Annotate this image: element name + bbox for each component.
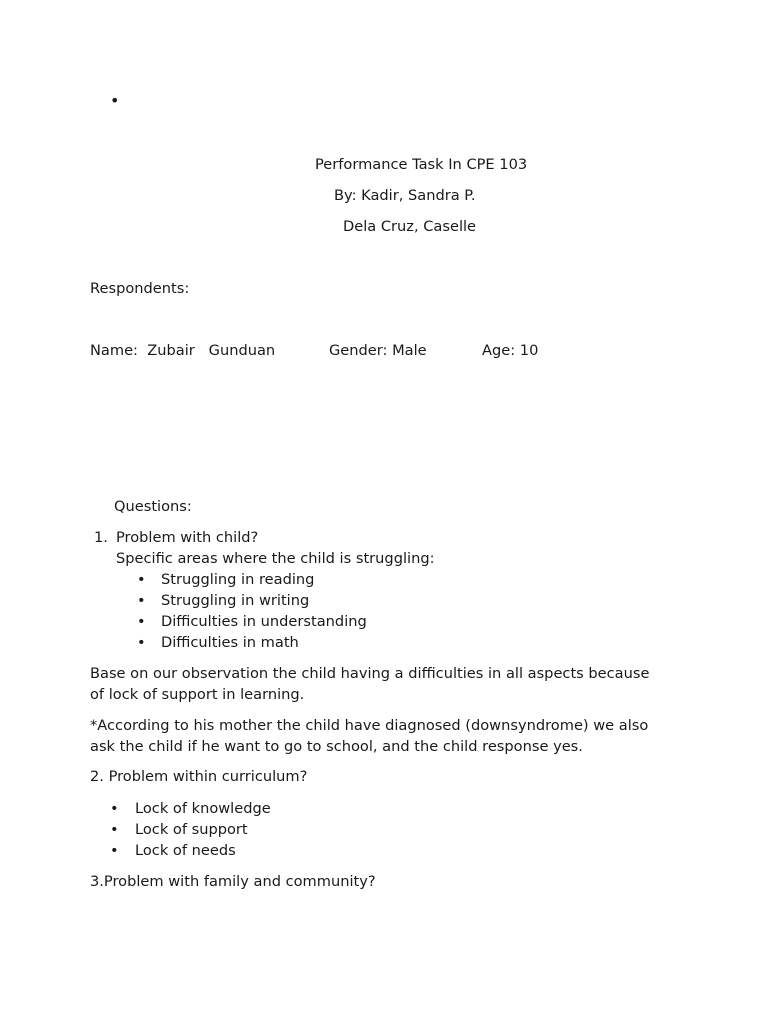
list-item: Lock of support	[135, 821, 248, 838]
author-line: By: Kadir, Sandra P.	[334, 187, 476, 204]
respondent-age: Age: 10	[482, 342, 539, 359]
list-item: Lock of knowledge	[135, 800, 271, 817]
questions-label: Questions:	[114, 498, 192, 515]
q1-text: Problem with child?	[116, 529, 259, 546]
bullet-icon: •	[110, 842, 119, 859]
list-item: Struggling in writing	[161, 592, 310, 609]
respondent-name: Name: Zubair Gunduan	[90, 342, 276, 359]
q1-intro: Specific areas where the child is struggling:	[116, 550, 435, 567]
note-line-1: *According to his mother the child have diagnosed (downsyndrome) we also	[90, 717, 649, 734]
q1-number: 1.	[94, 529, 108, 546]
list-item: Lock of needs	[135, 842, 236, 859]
bullet-icon: •	[137, 613, 146, 630]
bullet-icon: •	[110, 821, 119, 838]
document-title: Performance Task In CPE 103	[315, 156, 528, 173]
respondents-label: Respondents:	[90, 280, 190, 297]
observation-line-2: of lock of support in learning.	[90, 686, 305, 703]
stray-bullet: •	[110, 91, 120, 110]
list-item: Difficulties in understanding	[161, 613, 367, 630]
observation-line-1: Base on our observation the child having a difficulties in all aspects because	[90, 665, 650, 682]
bullet-icon: •	[137, 634, 146, 651]
bullet-icon: •	[137, 571, 146, 588]
list-item: Struggling in reading	[161, 571, 315, 588]
bullet-icon: •	[110, 800, 119, 817]
second-author: Dela Cruz, Caselle	[343, 218, 477, 235]
q2-text: 2. Problem within curriculum?	[90, 768, 308, 785]
bullet-icon: •	[137, 592, 146, 609]
respondent-gender: Gender: Male	[329, 342, 427, 359]
q3-text: 3.Problem with family and community?	[90, 873, 376, 890]
note-line-2: ask the child if he want to go to school, and the child response yes.	[90, 738, 583, 755]
list-item: Difficulties in math	[161, 634, 299, 651]
